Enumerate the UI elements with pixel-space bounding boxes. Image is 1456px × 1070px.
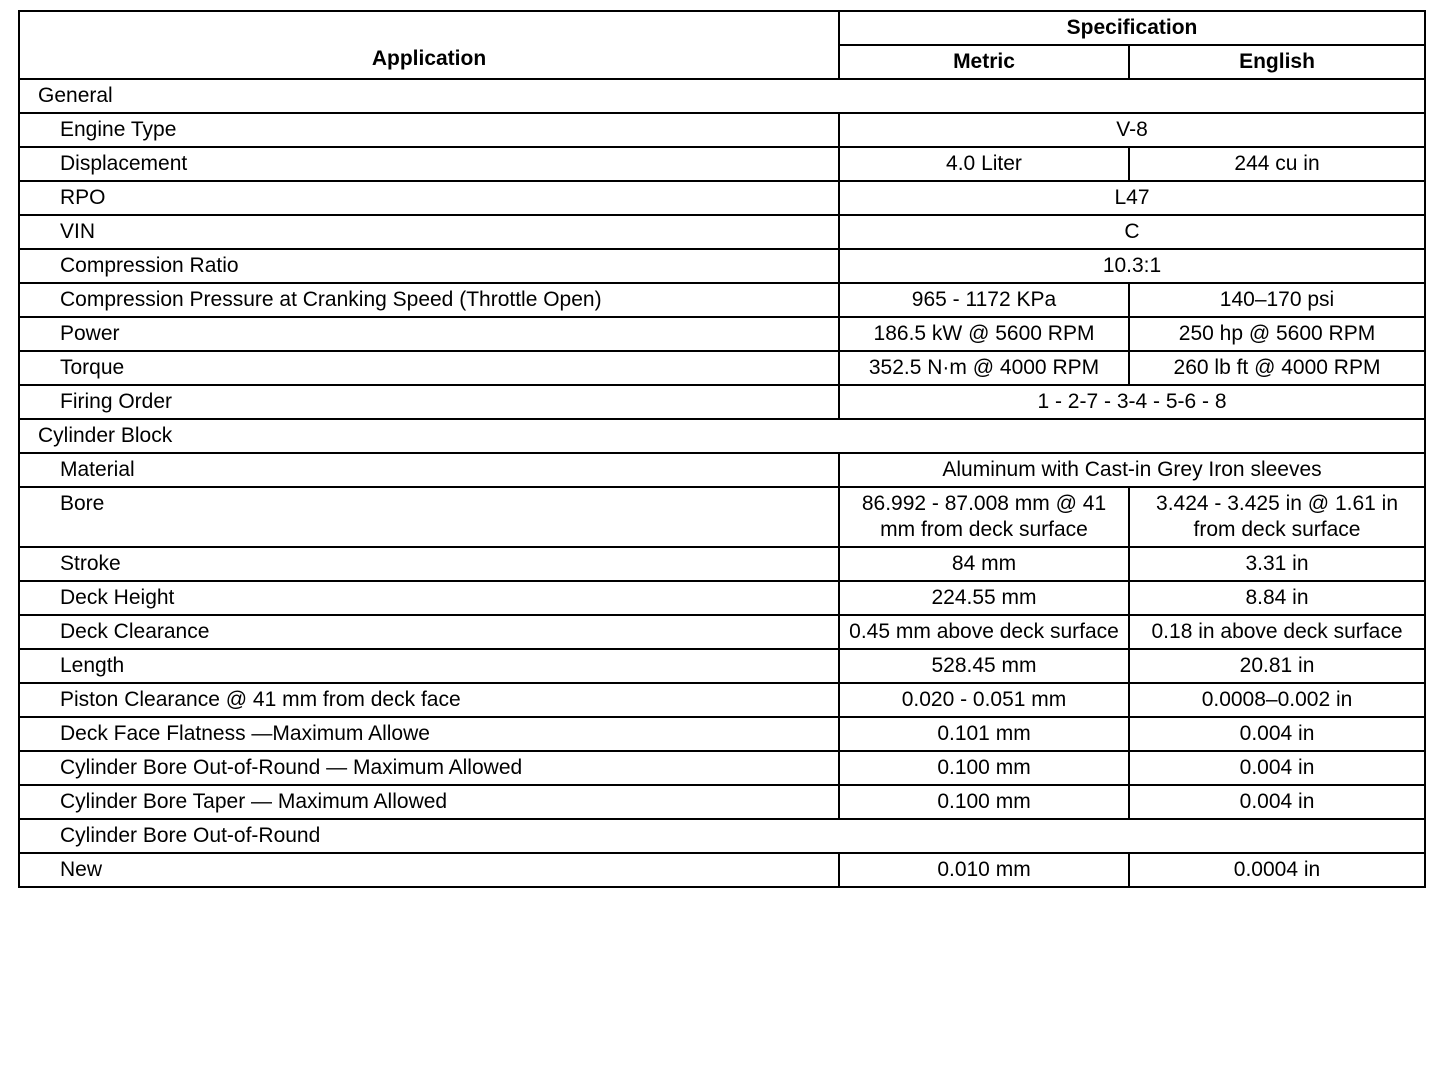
table-row <box>19 147 1425 181</box>
specification-value: 1 - 2-7 - 3-4 - 5-6 - 8 <box>839 385 1425 419</box>
english-value: 0.004 in <box>1129 785 1425 819</box>
table-row <box>19 215 1425 249</box>
specification-value: L47 <box>839 181 1425 215</box>
metric-value: 224.55 mm <box>839 581 1129 615</box>
table-row <box>19 683 1425 717</box>
english-value: 0.004 in <box>1129 751 1425 785</box>
english-value: 0.18 in above deck surface <box>1129 615 1425 649</box>
table-row <box>19 487 1425 547</box>
table-header <box>19 11 1425 79</box>
english-value: 244 cu in <box>1129 147 1425 181</box>
application-cell: Deck Height <box>19 581 839 615</box>
application-cell: Displacement <box>19 147 839 181</box>
application-cell: Bore <box>19 487 839 547</box>
table-row <box>19 785 1425 819</box>
application-cell: Cylinder Bore Taper — Maximum Allowed <box>19 785 839 819</box>
metric-value: 0.45 mm above deck surface <box>839 615 1129 649</box>
metric-header: Metric <box>839 45 1129 79</box>
english-value: 20.81 in <box>1129 649 1425 683</box>
specification-value: 10.3:1 <box>839 249 1425 283</box>
english-value: 250 hp @ 5600 RPM <box>1129 317 1425 351</box>
application-cell: Torque <box>19 351 839 385</box>
english-value: 0.004 in <box>1129 717 1425 751</box>
subsection-heading: Cylinder Bore Out-of-Round <box>19 819 839 853</box>
metric-value: 186.5 kW @ 5600 RPM <box>839 317 1129 351</box>
specification-table <box>18 10 1426 888</box>
application-cell: Firing Order <box>19 385 839 419</box>
metric-value: 965 - 1172 KPa <box>839 283 1129 317</box>
application-cell: Power <box>19 317 839 351</box>
table-row <box>19 419 1425 453</box>
table-body <box>19 79 1425 887</box>
specification-value: Aluminum with Cast-in Grey Iron sleeves <box>839 453 1425 487</box>
specification-value: V-8 <box>839 113 1425 147</box>
application-cell: Length <box>19 649 839 683</box>
table-row <box>19 385 1425 419</box>
application-cell: Cylinder Bore Out-of-Round — Maximum Allowed <box>19 751 839 785</box>
metric-value: 0.101 mm <box>839 717 1129 751</box>
metric-value: 0.100 mm <box>839 751 1129 785</box>
table-row <box>19 547 1425 581</box>
metric-value: 528.45 mm <box>839 649 1129 683</box>
english-value: 0.0004 in <box>1129 853 1425 887</box>
application-cell: Compression Ratio <box>19 249 839 283</box>
english-value: 260 lb ft @ 4000 RPM <box>1129 351 1425 385</box>
metric-value: 0.100 mm <box>839 785 1129 819</box>
table-row <box>19 853 1425 887</box>
table-row <box>19 717 1425 751</box>
section-heading: Cylinder Block <box>19 419 1425 453</box>
metric-value: 86.992 - 87.008 mm @ 41 mm from deck surface <box>839 487 1129 547</box>
application-cell: VIN <box>19 215 839 249</box>
table-row <box>19 113 1425 147</box>
application-cell: Piston Clearance @ 41 mm from deck face <box>19 683 839 717</box>
table-row <box>19 615 1425 649</box>
application-cell: New <box>19 853 839 887</box>
table-row <box>19 649 1425 683</box>
english-value: 3.424 - 3.425 in @ 1.61 in from deck surface <box>1129 487 1425 547</box>
english-value: 140–170 psi <box>1129 283 1425 317</box>
table-row <box>19 351 1425 385</box>
application-cell: Compression Pressure at Cranking Speed (Throttle Open) <box>19 283 839 317</box>
application-cell: RPO <box>19 181 839 215</box>
application-cell: Stroke <box>19 547 839 581</box>
empty-cell <box>839 819 1425 853</box>
table-row <box>19 79 1425 113</box>
application-cell: Deck Face Flatness —Maximum Allowe <box>19 717 839 751</box>
application-cell: Engine Type <box>19 113 839 147</box>
application-header: Application <box>19 11 839 79</box>
metric-value: 4.0 Liter <box>839 147 1129 181</box>
table-row <box>19 751 1425 785</box>
application-cell: Deck Clearance <box>19 615 839 649</box>
metric-value: 0.020 - 0.051 mm <box>839 683 1129 717</box>
english-header: English <box>1129 45 1425 79</box>
english-value: 0.0008–0.002 in <box>1129 683 1425 717</box>
english-value: 8.84 in <box>1129 581 1425 615</box>
table-row <box>19 581 1425 615</box>
table-row <box>19 317 1425 351</box>
english-value: 3.31 in <box>1129 547 1425 581</box>
table-row <box>19 249 1425 283</box>
table-row <box>19 283 1425 317</box>
section-heading: General <box>19 79 1425 113</box>
specification-value: C <box>839 215 1425 249</box>
application-cell: Material <box>19 453 839 487</box>
metric-value: 352.5 N·m @ 4000 RPM <box>839 351 1129 385</box>
table-row <box>19 819 1425 853</box>
metric-value: 0.010 mm <box>839 853 1129 887</box>
table-row <box>19 453 1425 487</box>
table-row <box>19 181 1425 215</box>
metric-value: 84 mm <box>839 547 1129 581</box>
specification-header: Specification <box>839 11 1425 45</box>
